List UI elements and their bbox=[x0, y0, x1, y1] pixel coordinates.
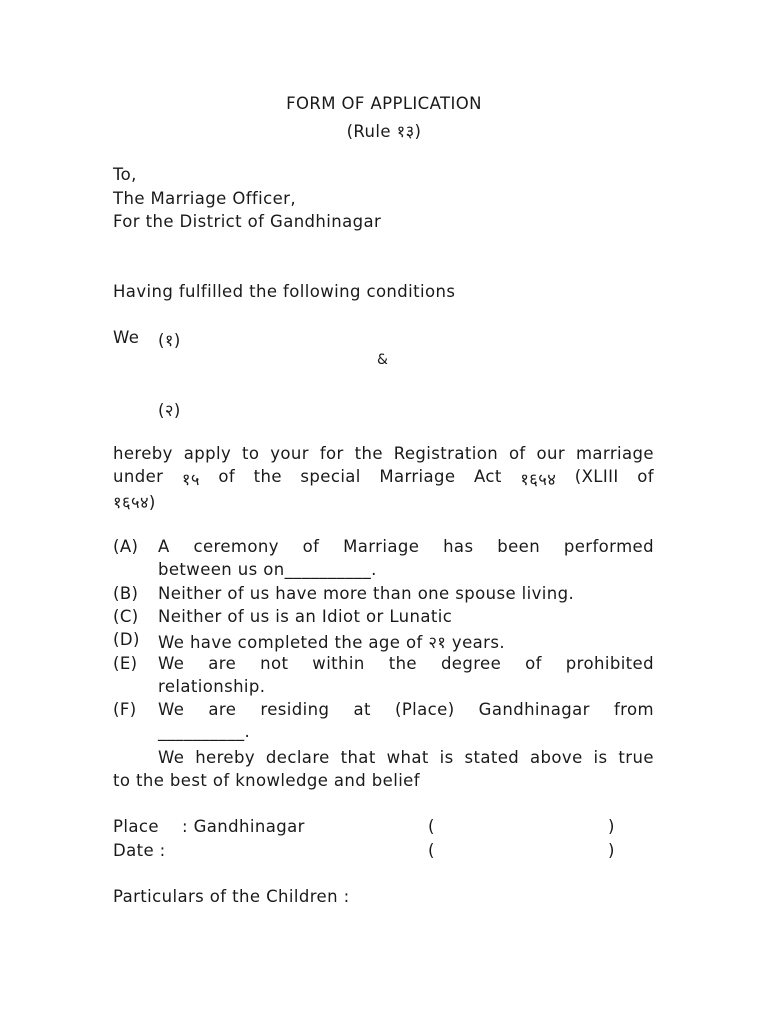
place-signature-close-paren: ) bbox=[608, 817, 615, 836]
condition-f-label: (F) bbox=[113, 700, 137, 719]
condition-f-line-1: We are residing at (Place) Gandhinagar from bbox=[158, 700, 654, 719]
condition-e-line-1: We are not within the degree of prohibited bbox=[158, 654, 654, 673]
condition-a-line-2: between us on__________. bbox=[158, 560, 377, 579]
form-rule: (Rule १३) bbox=[346, 122, 422, 141]
date-signature-open-paren: ( bbox=[428, 841, 435, 860]
form-title: FORM OF APPLICATION bbox=[286, 94, 482, 113]
declaration-line-2: to the best of knowledge and belief bbox=[113, 771, 420, 790]
condition-b-label: (B) bbox=[113, 584, 139, 603]
condition-a-label: (A) bbox=[113, 537, 139, 556]
place-value: : Gandhinagar bbox=[182, 817, 305, 836]
party-one-marker: (१) bbox=[158, 331, 181, 350]
condition-c-text: Neither of us is an Idiot or Lunatic bbox=[158, 607, 453, 626]
address-to: To, bbox=[113, 165, 137, 184]
address-district: For the District of Gandhinagar bbox=[113, 212, 382, 231]
application-line-1: hereby apply to your for the Registration of our marriage bbox=[113, 444, 654, 463]
condition-c-label: (C) bbox=[113, 607, 139, 626]
condition-e-line-2: relationship. bbox=[158, 677, 266, 696]
application-line-2: under १५ of the special Marriage Act १६५४ (XLIII of bbox=[113, 467, 654, 489]
application-line-3: १६५४) bbox=[113, 493, 156, 512]
condition-b-text: Neither of us have more than one spouse living. bbox=[158, 584, 575, 603]
ampersand: & bbox=[377, 352, 389, 368]
date-label: Date : bbox=[113, 841, 166, 860]
date-signature-close-paren: ) bbox=[608, 841, 615, 860]
place-label: Place bbox=[113, 817, 159, 836]
declaration-line-1: We hereby declare that what is stated above is true bbox=[158, 748, 654, 767]
parties-we: We bbox=[113, 328, 140, 347]
condition-e-label: (E) bbox=[113, 654, 138, 673]
condition-d-text: We have completed the age of २१ years. bbox=[158, 633, 505, 652]
condition-d-label: (D) bbox=[113, 630, 140, 649]
intro-text: Having fulfilled the following conditions bbox=[113, 282, 456, 301]
condition-f-line-2: __________. bbox=[158, 722, 251, 741]
party-two-marker: (२) bbox=[158, 401, 181, 420]
condition-a-line-1: A ceremony of Marriage has been performed bbox=[158, 537, 654, 556]
children-heading: Particulars of the Children : bbox=[113, 887, 350, 906]
address-officer: The Marriage Officer, bbox=[113, 189, 296, 208]
place-signature-open-paren: ( bbox=[428, 817, 435, 836]
